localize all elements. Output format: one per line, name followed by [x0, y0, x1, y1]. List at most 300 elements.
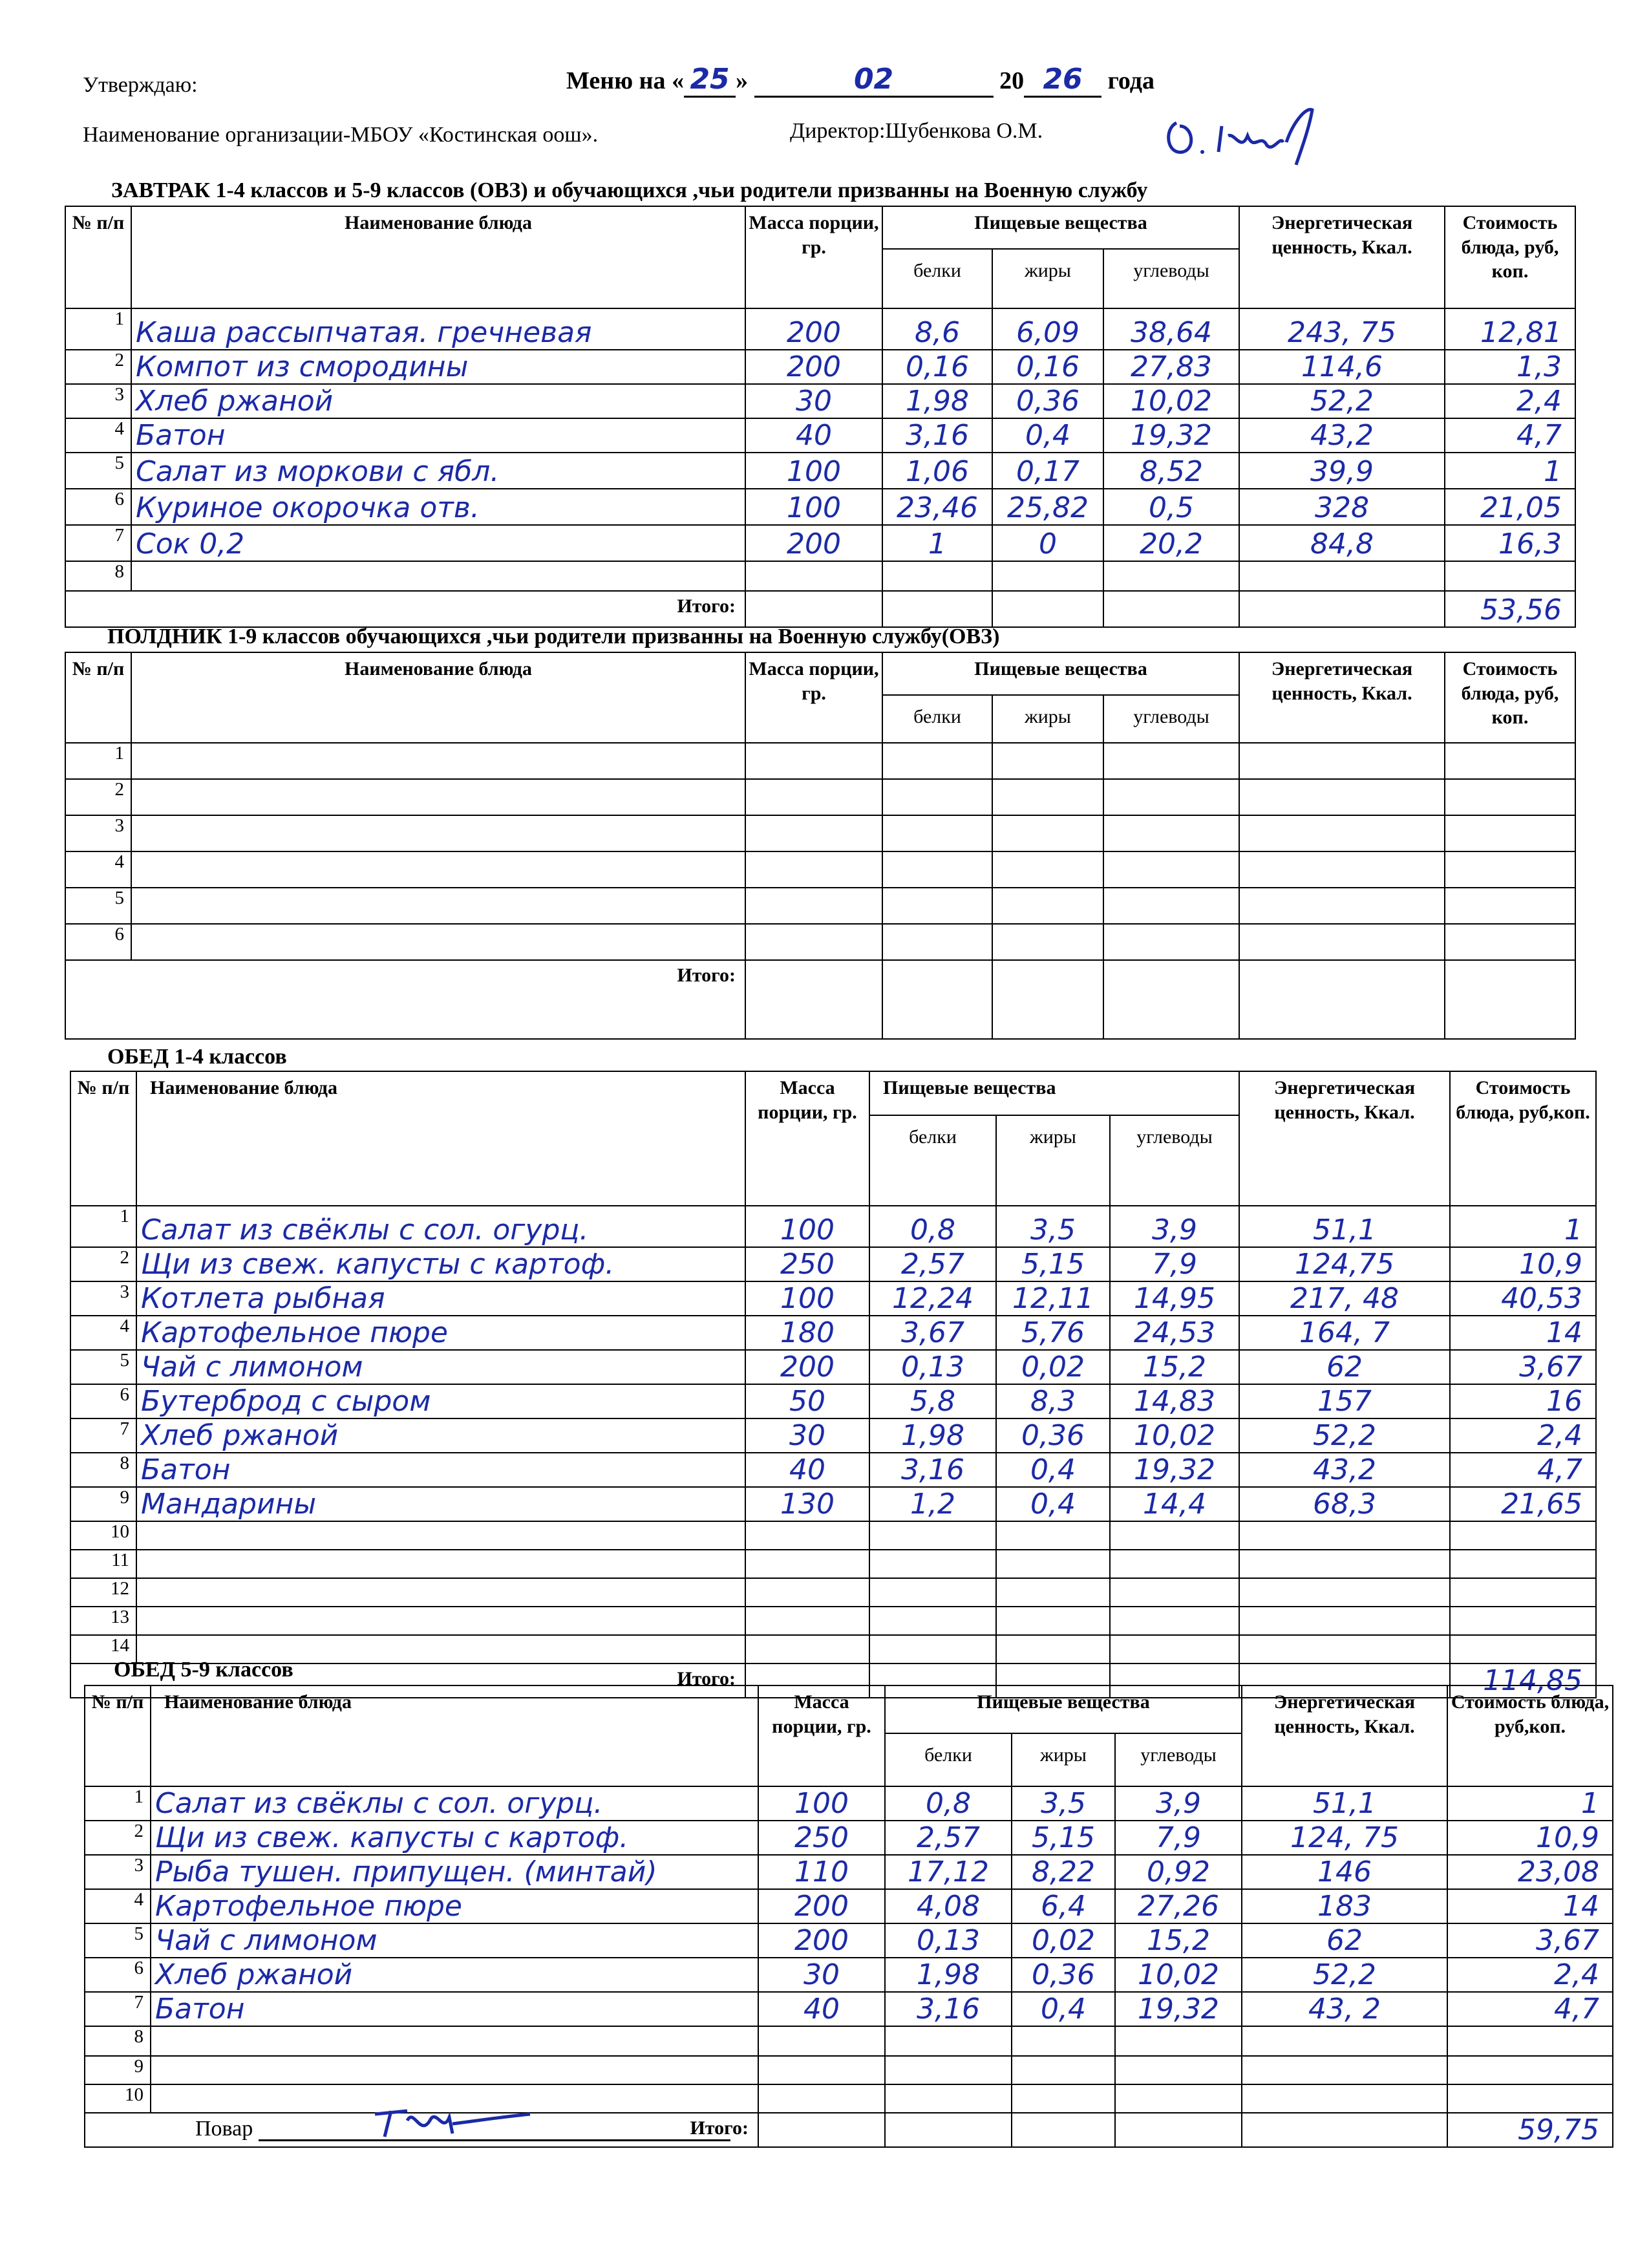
table-row — [85, 1889, 1613, 1923]
cell-mass: 40 — [758, 1992, 885, 2026]
cell-energy: 183 — [1242, 1889, 1447, 1923]
cell-cost — [1445, 779, 1575, 815]
lunch2-rows — [85, 1786, 1613, 2113]
cell-name: Хлеб ржаной — [131, 384, 745, 418]
col-num: № п/п — [70, 1071, 136, 1206]
lunch2-table — [84, 1685, 1613, 2148]
cell-carbs: 27,26 — [1115, 1889, 1242, 1923]
cell-cost: 4,7 — [1445, 418, 1575, 453]
cell-energy: 43,2 — [1239, 418, 1445, 453]
col-protein: белки — [869, 1115, 996, 1206]
cell-energy — [1239, 1550, 1450, 1578]
cell-protein: 17,12 — [885, 1855, 1012, 1889]
cell-carbs: 27,83 — [1103, 350, 1239, 384]
col-mass: Масса порции, гр. — [745, 652, 882, 743]
menu-month: 02 — [754, 63, 994, 98]
cell-fat: 12,11 — [996, 1281, 1110, 1316]
cell-energy: 124, 75 — [1242, 1821, 1447, 1855]
row-number: 13 — [70, 1607, 136, 1635]
cell-name: Картофельное пюре — [151, 1889, 758, 1923]
cell-protein: 0,8 — [869, 1206, 996, 1247]
table-row — [70, 1384, 1596, 1418]
cell-energy: 52,2 — [1239, 384, 1445, 418]
cell-fat — [992, 779, 1103, 815]
cell-cost — [1450, 1635, 1596, 1664]
cell-name — [151, 2056, 758, 2084]
row-number: 5 — [70, 1350, 136, 1384]
cell-energy — [1239, 1635, 1450, 1664]
cell-cost: 1 — [1450, 1206, 1596, 1247]
row-number: 3 — [85, 1855, 151, 1889]
cell-fat — [996, 1578, 1110, 1607]
cell-name: Салат из моркови с ябл. — [131, 453, 745, 489]
col-energy: Энергетическая ценность, Ккал. — [1239, 652, 1445, 743]
cell-cost: 40,53 — [1450, 1281, 1596, 1316]
cell-carbs — [1103, 561, 1239, 591]
cell-name: Чай с лимоном — [136, 1350, 745, 1384]
cell-energy — [1239, 851, 1445, 888]
row-number: 1 — [65, 308, 131, 350]
cell-energy — [1239, 1521, 1450, 1550]
quote-open: « — [672, 67, 685, 94]
cell-mass — [745, 743, 882, 779]
cell-mass: 50 — [745, 1384, 869, 1418]
cell-name — [131, 561, 745, 591]
row-number: 5 — [85, 1923, 151, 1958]
cell-cost: 14 — [1447, 1889, 1613, 1923]
director-name: Директор:Шубенкова О.М. — [790, 119, 1043, 143]
cell-name — [131, 815, 745, 851]
cell-mass — [758, 2056, 885, 2084]
total-label: Итого: — [70, 1664, 745, 1698]
cell-protein: 2,57 — [869, 1247, 996, 1281]
cell-protein — [882, 743, 992, 779]
table-row — [70, 1453, 1596, 1487]
cell-mass — [745, 815, 882, 851]
cell-name: Куриное окорочка отв. — [131, 489, 745, 525]
approve-label: Утверждаю: — [83, 73, 198, 97]
table-row — [85, 2026, 1613, 2056]
row-number: 9 — [85, 2056, 151, 2084]
row-number: 10 — [70, 1521, 136, 1550]
table-row — [85, 2056, 1613, 2084]
cell-mass: 200 — [758, 1889, 885, 1923]
table-row — [65, 924, 1575, 960]
cell-energy: 52,2 — [1242, 1958, 1447, 1992]
cell-protein: 0,13 — [885, 1923, 1012, 1958]
cell-name — [136, 1550, 745, 1578]
cell-fat — [996, 1550, 1110, 1578]
col-fat: жиры — [992, 249, 1103, 308]
table-row — [70, 1247, 1596, 1281]
cell-energy: 51,1 — [1242, 1786, 1447, 1821]
row-number: 3 — [65, 384, 131, 418]
cell-mass: 30 — [745, 1418, 869, 1453]
cell-cost — [1447, 2026, 1613, 2056]
cell-mass — [745, 561, 882, 591]
col-nutrients: Пищевые вещества — [885, 1685, 1242, 1733]
row-number: 8 — [65, 561, 131, 591]
cell-name — [131, 924, 745, 960]
row-number: 2 — [70, 1247, 136, 1281]
cell-fat — [992, 924, 1103, 960]
lunch1-total: 114,85 — [1450, 1664, 1596, 1698]
table-row — [70, 1487, 1596, 1521]
cell-name: Компот из смородины — [131, 350, 745, 384]
col-mass: Масса порции, гр. — [745, 1071, 869, 1206]
row-number: 1 — [65, 743, 131, 779]
cell-carbs: 3,9 — [1110, 1206, 1239, 1247]
cell-cost: 10,9 — [1450, 1247, 1596, 1281]
row-number: 4 — [65, 851, 131, 888]
cell-fat: 0,4 — [996, 1453, 1110, 1487]
cell-protein: 4,08 — [885, 1889, 1012, 1923]
cell-name: Хлеб ржаной — [136, 1418, 745, 1453]
cell-fat: 5,76 — [996, 1316, 1110, 1350]
cell-energy: 84,8 — [1239, 525, 1445, 561]
cell-carbs: 0,5 — [1103, 489, 1239, 525]
cell-fat — [992, 815, 1103, 851]
cell-name — [136, 1578, 745, 1607]
col-carbs: углеводы — [1103, 249, 1239, 308]
cell-cost: 3,67 — [1450, 1350, 1596, 1384]
breakfast-title: ЗАВТРАК 1-4 классов и 5-9 классов (ОВЗ) и обучающихся ,чьи родители призванны на Военную службу — [111, 178, 1148, 202]
table-row — [70, 1578, 1596, 1607]
row-number: 10 — [85, 2084, 151, 2113]
cell-carbs — [1110, 1635, 1239, 1664]
cell-cost: 21,05 — [1445, 489, 1575, 525]
cell-carbs: 24,53 — [1110, 1316, 1239, 1350]
table-row — [65, 453, 1575, 489]
table-row — [70, 1350, 1596, 1384]
table-row — [85, 1992, 1613, 2026]
col-name: Наименование блюда — [131, 206, 745, 308]
row-number: 2 — [65, 779, 131, 815]
cell-mass — [745, 1578, 869, 1607]
table-row — [70, 1550, 1596, 1578]
cell-cost: 4,7 — [1450, 1453, 1596, 1487]
table-row — [70, 1206, 1596, 1247]
cell-mass: 100 — [745, 1206, 869, 1247]
row-number: 1 — [85, 1786, 151, 1821]
cell-fat — [992, 888, 1103, 924]
cell-protein: 3,16 — [885, 1992, 1012, 2026]
cell-mass: 200 — [745, 350, 882, 384]
cell-protein: 8,6 — [882, 308, 992, 350]
cell-fat — [1012, 2026, 1115, 2056]
cell-fat — [992, 743, 1103, 779]
cell-fat: 6,09 — [992, 308, 1103, 350]
cell-cost: 2,4 — [1447, 1958, 1613, 1992]
cell-mass: 100 — [745, 453, 882, 489]
cell-energy: 146 — [1242, 1855, 1447, 1889]
table-row — [85, 1923, 1613, 1958]
cell-carbs: 19,32 — [1115, 1992, 1242, 2026]
row-number: 5 — [65, 453, 131, 489]
cell-mass: 200 — [758, 1923, 885, 1958]
cell-mass: 40 — [745, 418, 882, 453]
cell-name: Салат из свёклы с сол. огурц. — [151, 1786, 758, 1821]
cell-cost — [1450, 1550, 1596, 1578]
col-energy: Энергетическая ценность, Ккал. — [1239, 206, 1445, 308]
row-number: 9 — [70, 1487, 136, 1521]
cell-name — [136, 1607, 745, 1635]
cell-name: Салат из свёклы с сол. огурц. — [136, 1206, 745, 1247]
cell-cost: 1 — [1445, 453, 1575, 489]
cell-carbs — [1103, 924, 1239, 960]
cell-protein: 23,46 — [882, 489, 992, 525]
cell-cost — [1445, 743, 1575, 779]
table-row — [65, 888, 1575, 924]
table-row — [65, 384, 1575, 418]
cell-mass: 200 — [745, 525, 882, 561]
cell-mass — [745, 888, 882, 924]
cell-mass — [745, 924, 882, 960]
cook-signature — [368, 2095, 537, 2140]
cell-protein: 5,8 — [869, 1384, 996, 1418]
row-number: 8 — [85, 2026, 151, 2056]
cell-energy: 62 — [1242, 1923, 1447, 1958]
cell-mass: 200 — [745, 1350, 869, 1384]
row-number: 5 — [65, 888, 131, 924]
cell-fat: 0,36 — [1012, 1958, 1115, 1992]
row-number: 3 — [70, 1281, 136, 1316]
cell-cost: 2,4 — [1450, 1418, 1596, 1453]
cell-energy — [1239, 1607, 1450, 1635]
row-number: 6 — [65, 924, 131, 960]
cell-carbs — [1103, 815, 1239, 851]
cell-name — [151, 2026, 758, 2056]
col-fat: жиры — [996, 1115, 1110, 1206]
row-number: 4 — [70, 1316, 136, 1350]
cell-carbs — [1115, 2056, 1242, 2084]
cell-protein: 1,2 — [869, 1487, 996, 1521]
cell-protein — [882, 779, 992, 815]
cell-name: Батон — [136, 1453, 745, 1487]
row-number: 2 — [65, 350, 131, 384]
cell-mass: 30 — [745, 384, 882, 418]
col-nutrients: Пищевые вещества — [882, 206, 1239, 249]
table-row — [65, 561, 1575, 591]
cell-carbs: 7,9 — [1110, 1247, 1239, 1281]
organization-name: Наименование организации-МБОУ «Костинская оош». — [83, 123, 599, 147]
menu-day: 25 — [684, 63, 736, 98]
cell-mass: 180 — [745, 1316, 869, 1350]
year-prefix: 20 — [999, 67, 1025, 94]
col-fat: жиры — [992, 695, 1103, 743]
cell-fat: 0,4 — [996, 1487, 1110, 1521]
col-name: Наименование блюда — [131, 652, 745, 743]
cell-carbs: 8,52 — [1103, 453, 1239, 489]
cell-cost: 10,9 — [1447, 1821, 1613, 1855]
cell-name — [136, 1521, 745, 1550]
cell-fat: 8,3 — [996, 1384, 1110, 1418]
cell-energy: 39,9 — [1239, 453, 1445, 489]
cell-energy: 328 — [1239, 489, 1445, 525]
cell-protein — [882, 851, 992, 888]
cell-fat — [1012, 2056, 1115, 2084]
cell-cost: 4,7 — [1447, 1992, 1613, 2026]
col-nutrients: Пищевые вещества — [869, 1071, 1239, 1115]
cell-energy: 164, 7 — [1239, 1316, 1450, 1350]
cell-protein: 1,06 — [882, 453, 992, 489]
cell-mass: 200 — [745, 308, 882, 350]
col-energy: Энергетическая ценность, Ккал. — [1239, 1071, 1450, 1206]
row-number: 7 — [85, 1992, 151, 2026]
breakfast-table — [65, 206, 1576, 628]
lunch1-table — [70, 1071, 1597, 1698]
cell-fat — [996, 1521, 1110, 1550]
cell-mass — [745, 1635, 869, 1664]
cell-protein — [885, 2026, 1012, 2056]
cook-label: Повар — [195, 2117, 253, 2141]
cell-protein: 2,57 — [885, 1821, 1012, 1855]
cell-fat: 5,15 — [996, 1247, 1110, 1281]
row-number: 12 — [70, 1578, 136, 1607]
cell-protein: 3,16 — [882, 418, 992, 453]
col-fat: жиры — [1012, 1733, 1115, 1786]
table-row — [65, 851, 1575, 888]
breakfast-rows — [65, 308, 1575, 591]
cell-name: Бутерброд с сыром — [136, 1384, 745, 1418]
menu-year: 26 — [1024, 63, 1101, 98]
cell-energy: 43,2 — [1239, 1453, 1450, 1487]
col-cost: Стоимость блюда, руб, коп. — [1445, 206, 1575, 308]
cell-energy — [1239, 779, 1445, 815]
cell-cost: 3,67 — [1447, 1923, 1613, 1958]
cell-carbs: 19,32 — [1110, 1453, 1239, 1487]
cell-cost: 2,4 — [1445, 384, 1575, 418]
cell-name: Картофельное пюре — [136, 1316, 745, 1350]
table-row — [70, 1607, 1596, 1635]
director-signature — [1157, 97, 1332, 168]
cell-protein: 1,98 — [869, 1418, 996, 1453]
cell-mass: 130 — [745, 1487, 869, 1521]
table-row — [70, 1418, 1596, 1453]
snack-title: ПОЛДНИК 1-9 классов обучающихся ,чьи родители призванны на Военную службу(ОВЗ) — [107, 625, 1000, 648]
row-number: 14 — [70, 1635, 136, 1664]
cell-cost: 1,3 — [1445, 350, 1575, 384]
row-number: 6 — [85, 1958, 151, 1992]
cell-protein — [869, 1550, 996, 1578]
cell-carbs: 0,92 — [1115, 1855, 1242, 1889]
table-row — [65, 779, 1575, 815]
cell-carbs: 15,2 — [1115, 1923, 1242, 1958]
cell-energy: 52,2 — [1239, 1418, 1450, 1453]
cell-mass: 100 — [745, 1281, 869, 1316]
col-carbs: углеводы — [1115, 1733, 1242, 1786]
table-row — [70, 1635, 1596, 1664]
table-row — [70, 1281, 1596, 1316]
cell-fat: 5,15 — [1012, 1821, 1115, 1855]
cell-mass — [758, 2084, 885, 2113]
cell-cost: 23,08 — [1447, 1855, 1613, 1889]
cell-name — [131, 779, 745, 815]
cell-mass — [745, 851, 882, 888]
cell-fat — [992, 561, 1103, 591]
quote-close: » — [736, 67, 749, 94]
cell-fat: 0 — [992, 525, 1103, 561]
cell-protein — [882, 815, 992, 851]
total-label: Итого: — [85, 2113, 758, 2147]
cell-mass — [745, 779, 882, 815]
cell-cost: 21,65 — [1450, 1487, 1596, 1521]
table-row — [65, 308, 1575, 350]
cell-energy — [1239, 743, 1445, 779]
cell-name: Сок 0,2 — [131, 525, 745, 561]
cell-fat — [996, 1607, 1110, 1635]
cell-protein — [869, 1521, 996, 1550]
cell-carbs: 10,02 — [1110, 1418, 1239, 1453]
cell-carbs: 14,83 — [1110, 1384, 1239, 1418]
cell-fat: 8,22 — [1012, 1855, 1115, 1889]
cell-name — [131, 851, 745, 888]
table-row — [65, 350, 1575, 384]
cell-name: Каша рассыпчатая. гречневая — [131, 308, 745, 350]
col-energy: Энергетическая ценность, Ккал. — [1242, 1685, 1447, 1786]
col-num: № п/п — [65, 206, 131, 308]
cell-cost: 16,3 — [1445, 525, 1575, 561]
col-name: Наименование блюда — [151, 1685, 758, 1786]
menu-date-line — [566, 63, 1154, 98]
cell-fat — [992, 851, 1103, 888]
cell-fat: 0,4 — [992, 418, 1103, 453]
cell-name: Хлеб ржаной — [151, 1958, 758, 1992]
cell-cost: 1 — [1447, 1786, 1613, 1821]
cell-carbs: 10,02 — [1115, 1958, 1242, 1992]
table-row — [70, 1316, 1596, 1350]
cell-carbs — [1103, 743, 1239, 779]
row-number: 4 — [65, 418, 131, 453]
cell-carbs: 3,9 — [1115, 1786, 1242, 1821]
cell-carbs — [1110, 1607, 1239, 1635]
cell-protein — [882, 888, 992, 924]
col-mass: Масса порции, гр. — [758, 1685, 885, 1786]
year-word: года — [1107, 67, 1154, 94]
cell-mass: 40 — [745, 1453, 869, 1487]
row-number: 4 — [85, 1889, 151, 1923]
snack-rows — [65, 743, 1575, 960]
cell-carbs — [1115, 2026, 1242, 2056]
cell-energy — [1242, 2056, 1447, 2084]
table-row — [85, 1958, 1613, 1992]
cell-name: Щи из свеж. капусты с картоф. — [136, 1247, 745, 1281]
cell-cost — [1447, 2056, 1613, 2084]
cell-energy: 68,3 — [1239, 1487, 1450, 1521]
cell-carbs — [1103, 779, 1239, 815]
cell-name: Батон — [151, 1992, 758, 2026]
cell-carbs: 14,4 — [1110, 1487, 1239, 1521]
cell-cost: 12,81 — [1445, 308, 1575, 350]
cell-mass — [758, 2026, 885, 2056]
lunch2-title: ОБЕД 5-9 классов — [114, 1658, 293, 1682]
cell-carbs — [1110, 1578, 1239, 1607]
snack-total — [1445, 960, 1575, 1039]
cell-mass: 100 — [745, 489, 882, 525]
cell-protein: 0,16 — [882, 350, 992, 384]
cell-cost: 16 — [1450, 1384, 1596, 1418]
cell-name — [131, 888, 745, 924]
cell-cost — [1445, 815, 1575, 851]
col-mass: Масса порции, гр. — [745, 206, 882, 308]
cell-protein — [882, 924, 992, 960]
cell-name: Батон — [131, 418, 745, 453]
cell-carbs — [1110, 1550, 1239, 1578]
cell-energy: 114,6 — [1239, 350, 1445, 384]
col-num: № п/п — [85, 1685, 151, 1786]
row-number: 7 — [70, 1418, 136, 1453]
cell-fat: 25,82 — [992, 489, 1103, 525]
